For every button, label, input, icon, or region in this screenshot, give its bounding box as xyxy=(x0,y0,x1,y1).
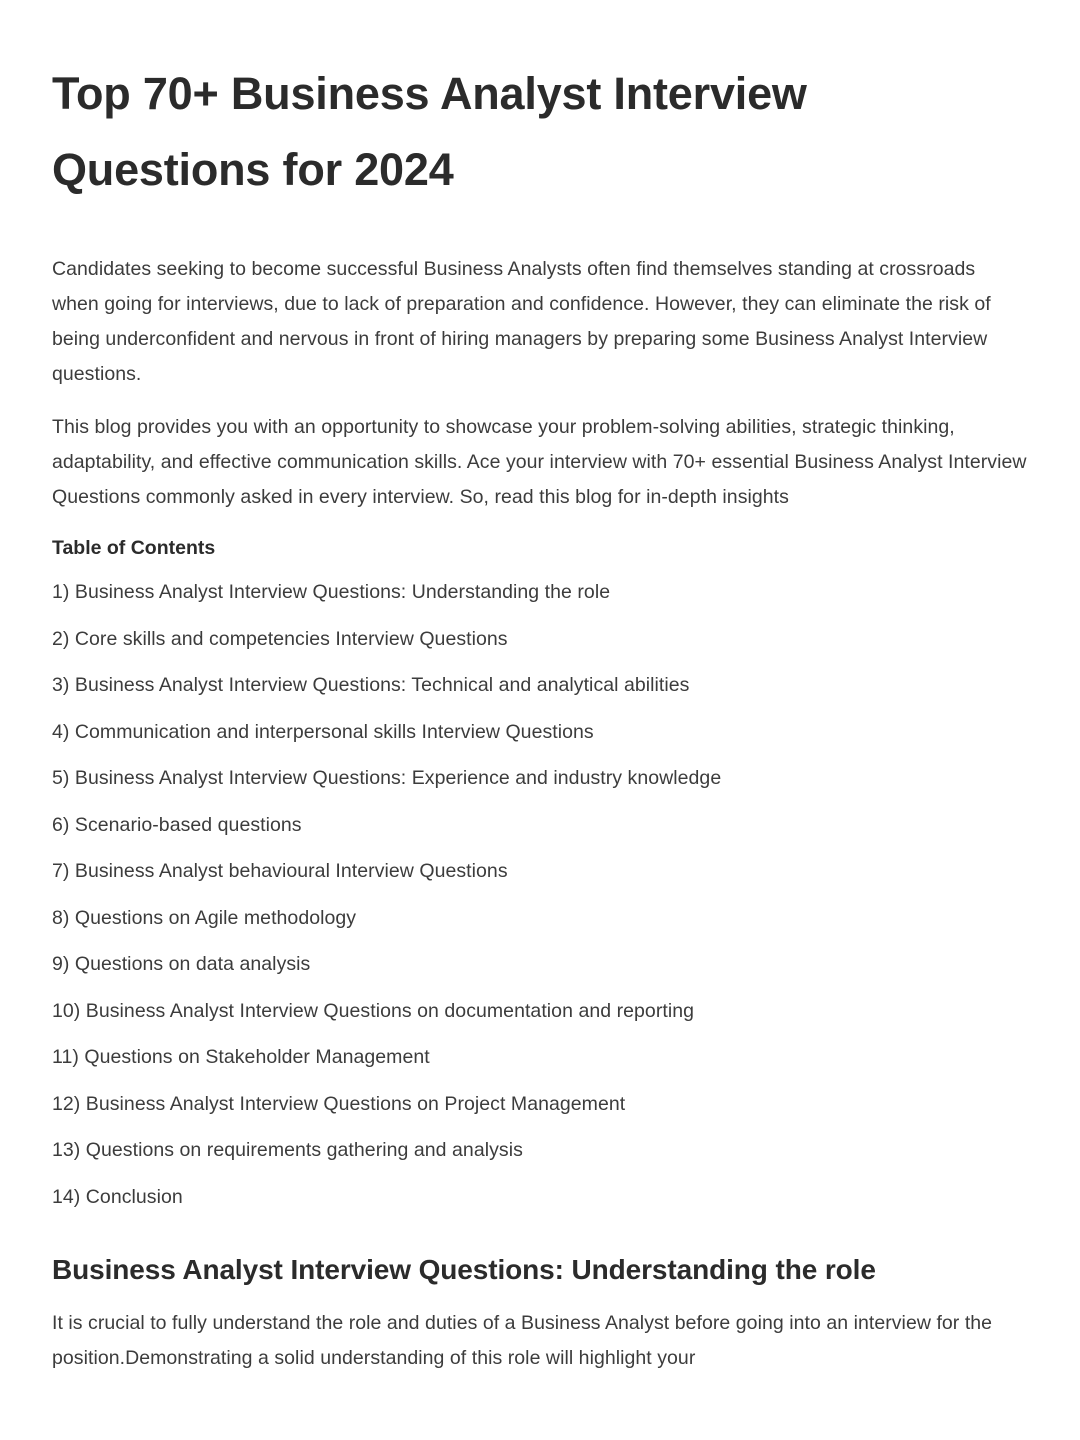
toc-item-1[interactable]: 1) Business Analyst Interview Questions: Understanding the role xyxy=(52,581,611,603)
page-title: Top 70+ Business Analyst Interview Questions for 2024 xyxy=(52,68,807,195)
table-of-contents-list xyxy=(52,577,1028,1212)
toc-item-14[interactable]: 14) Conclusion xyxy=(52,1185,183,1208)
section-paragraph-understanding-the-role: It is crucial to fully understand the role and duties of a Business Analyst before going into an interview for the position.Demonstrating a solid understanding of this role will highlight your xyxy=(52,1311,993,1369)
table-of-contents-heading: Table of Contents xyxy=(52,537,216,559)
toc-item-7[interactable]: 7) Business Analyst behavioural Interview Questions xyxy=(52,860,508,882)
intro-section xyxy=(52,252,1028,515)
toc-item-13[interactable]: 13) Questions on requirements gathering and analysis xyxy=(52,1139,523,1161)
toc-item-4[interactable]: 4) Communication and interpersonal skills Interview Questions xyxy=(52,720,594,743)
toc-item-2[interactable]: 2) Core skills and competencies Interview Questions xyxy=(52,627,508,650)
intro-paragraph-2: This blog provides you with an opportunity to showcase your problem-solving abilities, strategic thinking, adaptability, and effective communication skills. Ace your interview with 70+ essential Business Analyst Interview Questions commonly asked in every interview. So, read this blog for in-depth insights xyxy=(52,416,1027,508)
toc-item-9[interactable]: 9) Questions on data analysis xyxy=(52,953,311,975)
section-heading-understanding-the-role: Business Analyst Interview Questions: Understanding the role xyxy=(52,1253,876,1285)
toc-item-3[interactable]: 3) Business Analyst Interview Questions: Technical and analytical abilities xyxy=(52,674,690,696)
toc-item-10[interactable]: 10) Business Analyst Interview Questions on documentation and reporting xyxy=(52,999,695,1022)
toc-item-8[interactable]: 8) Questions on Agile methodology xyxy=(52,906,357,929)
intro-paragraph-1: Candidates seeking to become successful Business Analysts often find themselves standing at crossroads when going for interviews, due to lack of preparation and confidence. However, they can eliminate the risk of being underconfident and nervous in front of hiring managers by preparing some Business Analyst Interview questions. xyxy=(52,258,991,385)
toc-item-6[interactable]: 6) Scenario-based questions xyxy=(52,813,302,836)
toc-item-11[interactable]: 11) Questions on Stakeholder Management xyxy=(52,1046,430,1068)
toc-item-12[interactable]: 12) Business Analyst Interview Questions on Project Management xyxy=(52,1092,626,1115)
toc-item-5[interactable]: 5) Business Analyst Interview Questions: Experience and industry knowledge xyxy=(52,767,722,789)
